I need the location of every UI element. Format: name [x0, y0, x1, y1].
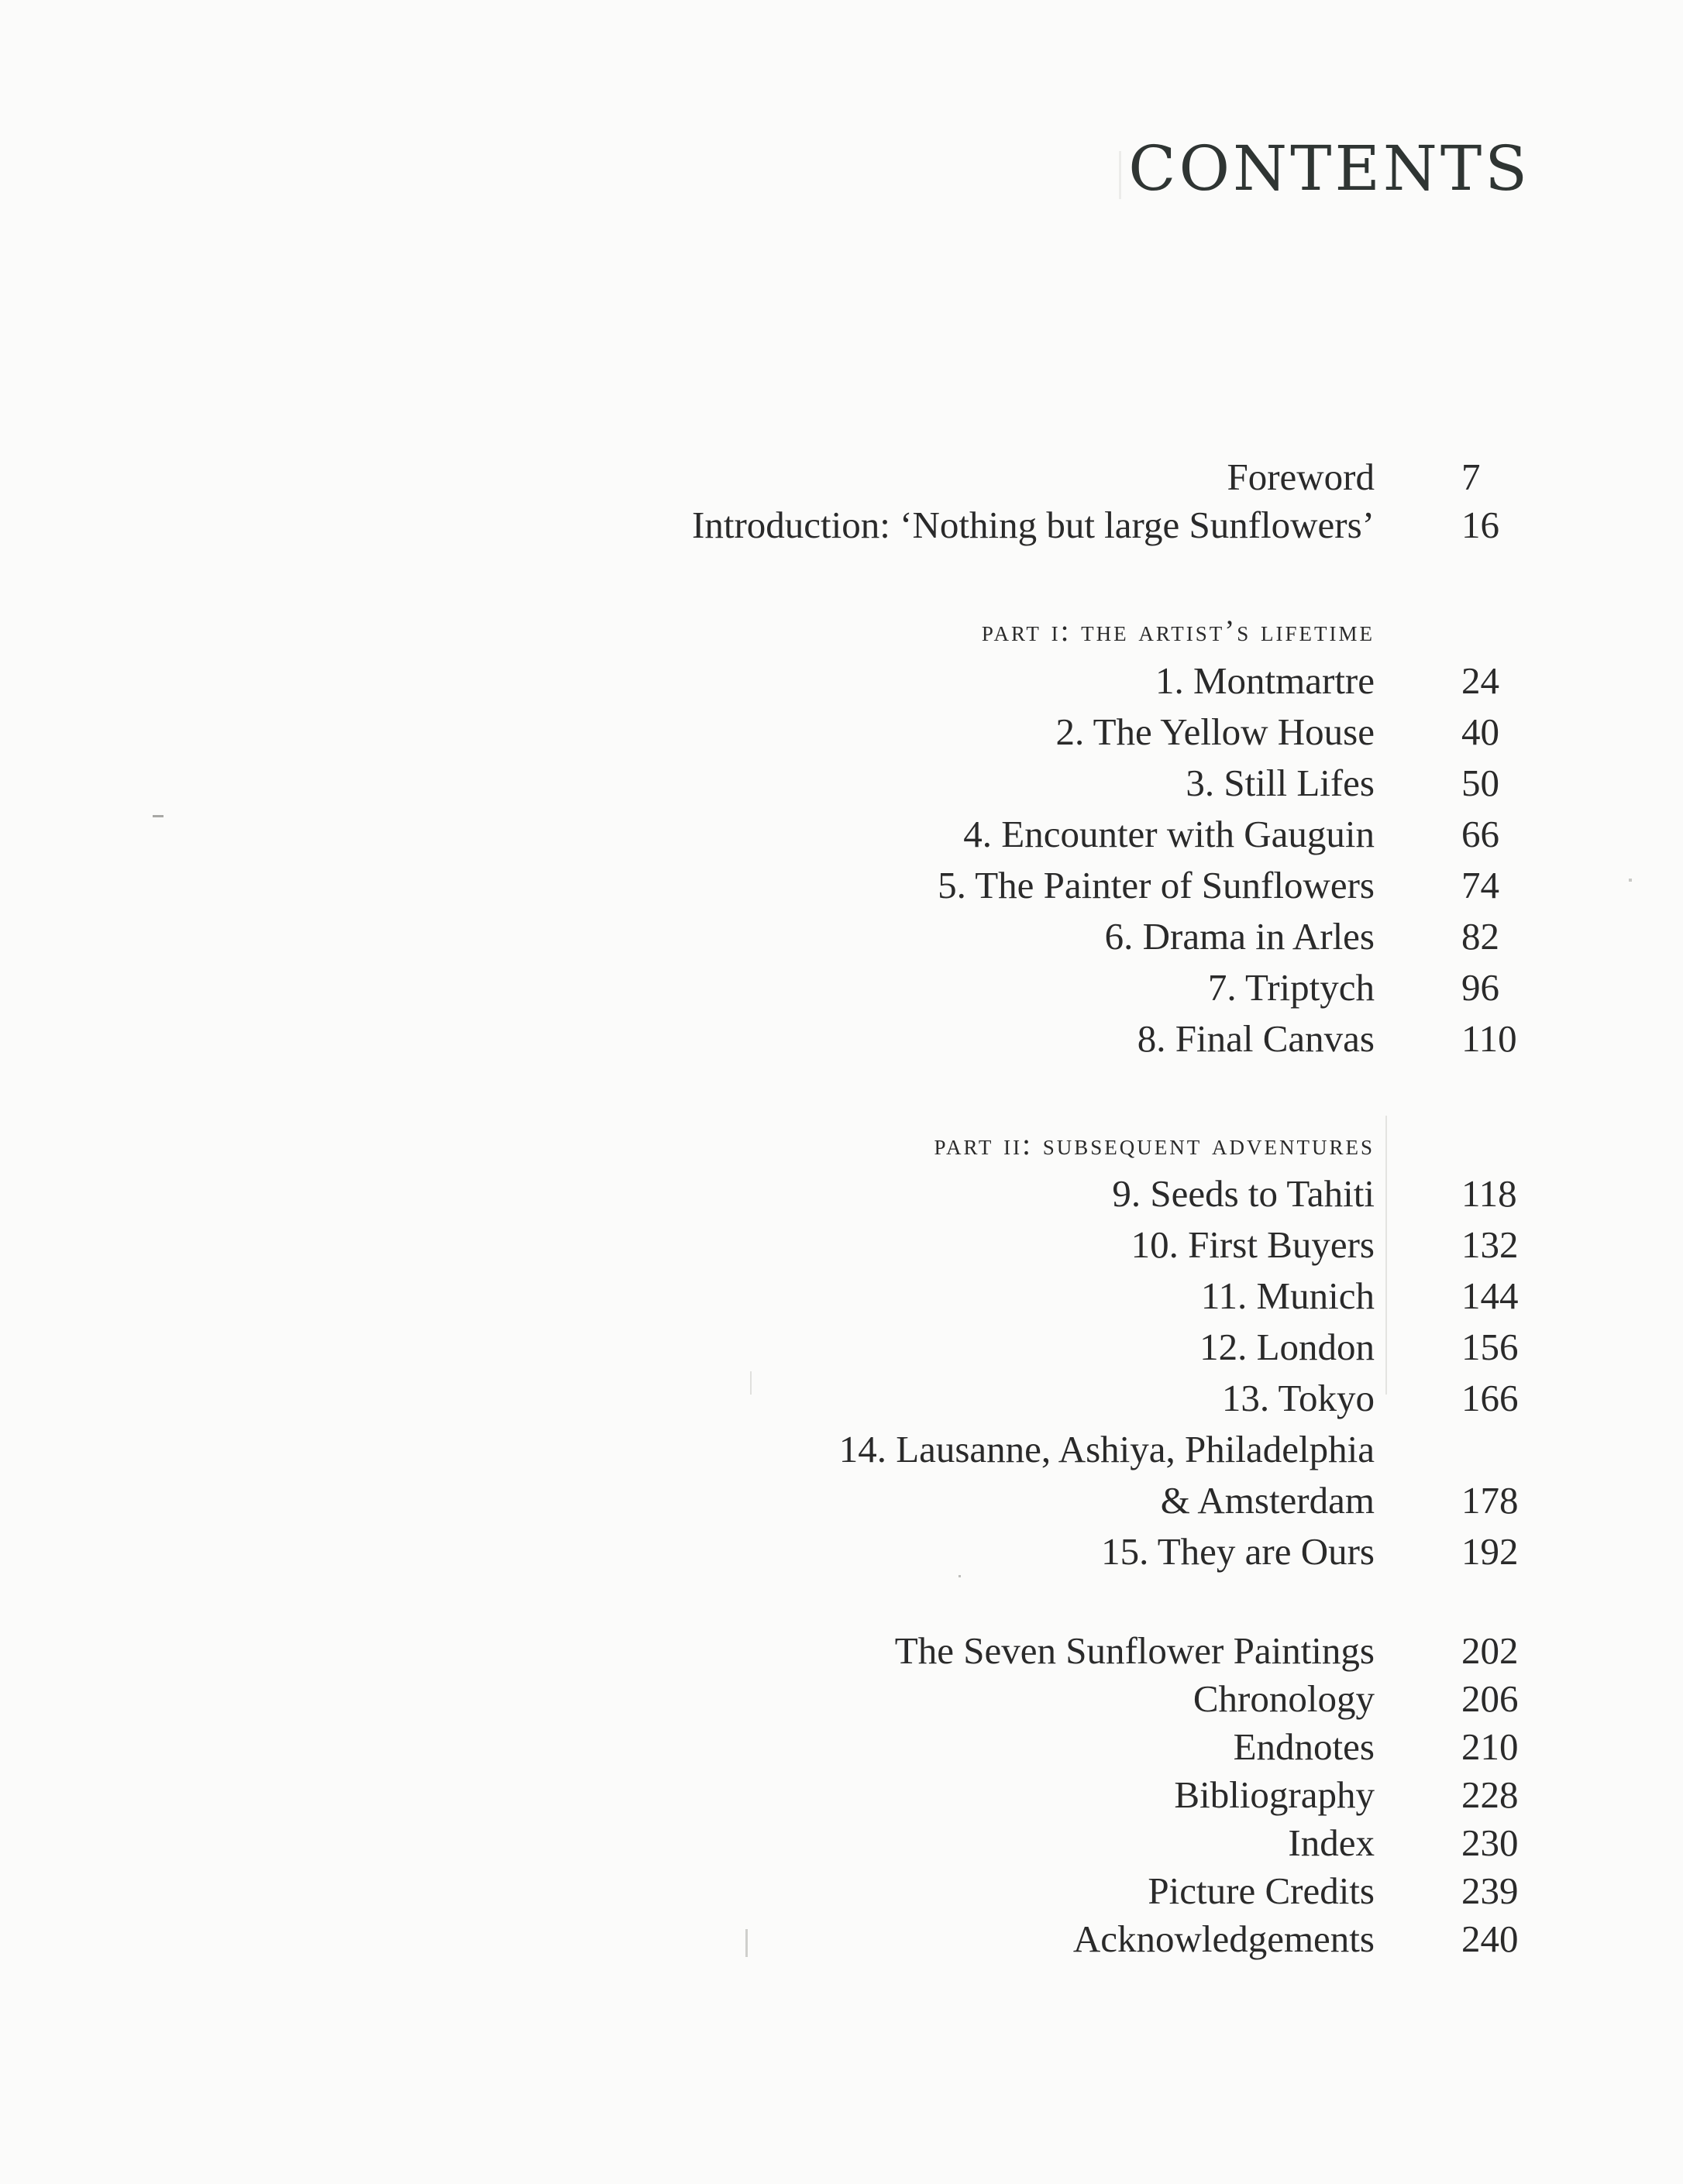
toc-entry: [0, 962, 1683, 1013]
toc-entry-page: 210: [1461, 1725, 1519, 1768]
toc-entry: [0, 860, 1683, 911]
toc-entry-introduction: [0, 500, 1683, 551]
toc-entry-label: 8. Final Canvas: [1137, 1017, 1375, 1060]
toc-entry-page: 82: [1461, 915, 1499, 958]
toc-entry: [0, 1866, 1683, 1917]
toc-entry-label: 9. Seeds to Tahiti: [1112, 1172, 1375, 1215]
toc-entry-label: 15. They are Ours: [1101, 1530, 1375, 1573]
toc-entry-page: 110: [1461, 1017, 1517, 1060]
toc-entry: [0, 809, 1683, 860]
toc-entry: [0, 1168, 1683, 1219]
toc-entry-page: 178: [1461, 1479, 1519, 1522]
toc-entry: [0, 1013, 1683, 1064]
toc-entry-page: 239: [1461, 1869, 1519, 1912]
toc-entry-page: 16: [1461, 504, 1499, 546]
toc-entry: [0, 758, 1683, 809]
toc-entry: [0, 1475, 1683, 1526]
toc-entry: [0, 1721, 1683, 1773]
scan-speck: [745, 1929, 748, 1957]
toc-entry-label: 4. Encounter with Gauguin: [963, 813, 1375, 855]
toc-entry: [0, 1373, 1683, 1424]
toc-entry: [0, 1322, 1683, 1373]
toc-entry: [0, 1271, 1683, 1322]
toc-entry: [0, 1770, 1683, 1821]
toc-entry-label: Foreword: [1227, 456, 1375, 498]
toc-entry-page: 202: [1461, 1629, 1519, 1672]
toc-entry: [0, 1424, 1683, 1475]
toc-entry-page: 206: [1461, 1677, 1519, 1720]
toc-entry-page: 7: [1461, 456, 1481, 498]
toc-entry-label: 7. Triptych: [1207, 966, 1375, 1009]
toc-entry-page: 118: [1461, 1172, 1517, 1215]
toc-entry: [0, 707, 1683, 758]
toc-entry-page: 156: [1461, 1326, 1519, 1368]
toc-entry-label: 14. Lausanne, Ashiya, Philadelphia: [838, 1428, 1375, 1470]
toc-entry-page: 144: [1461, 1274, 1519, 1317]
toc-entry-label: & Amsterdam: [1160, 1479, 1375, 1522]
scan-speck: [1629, 879, 1632, 882]
toc-entry: [0, 1526, 1683, 1577]
toc-entry: [0, 1219, 1683, 1271]
scan-speck: [153, 815, 163, 817]
toc-entry-page: 240: [1461, 1917, 1519, 1960]
toc-entry-label: The Seven Sunflower Paintings: [894, 1629, 1375, 1672]
toc-entry-page: 132: [1461, 1223, 1519, 1266]
toc-entry: [0, 1673, 1683, 1725]
scan-speck: [959, 1575, 961, 1577]
scan-speck: [1385, 1116, 1387, 1395]
toc-entry-label: 2. The Yellow House: [1055, 710, 1375, 753]
toc-entry-label: 5. The Painter of Sunflowers: [938, 864, 1375, 906]
toc-entry-page: 192: [1461, 1530, 1519, 1573]
toc-entry-label: 10. First Buyers: [1131, 1223, 1375, 1266]
toc-entry-page: 166: [1461, 1377, 1519, 1419]
toc-entry: [0, 911, 1683, 962]
toc-entry-page: 228: [1461, 1773, 1519, 1816]
page-title: CONTENTS: [1128, 132, 1530, 205]
toc-entry-label: Introduction: ‘Nothing but large Sunflowers’: [692, 504, 1375, 546]
toc-entry-foreword: [0, 452, 1683, 503]
toc-entry-page: 24: [1461, 659, 1499, 702]
toc-entry: [0, 1818, 1683, 1869]
toc-entry-page: 40: [1461, 710, 1499, 753]
toc-entry-label: 13. Tokyo: [1221, 1377, 1375, 1419]
toc-entry: [0, 1914, 1683, 1965]
toc-entry-label: 1. Montmartre: [1155, 659, 1375, 702]
part-1-heading: part i: the artist’s lifetime: [981, 614, 1375, 648]
toc-entry-label: 3. Still Lifes: [1186, 762, 1375, 804]
toc-entry-label: 11. Munich: [1200, 1274, 1375, 1317]
toc-entry-label: Picture Credits: [1148, 1869, 1375, 1912]
toc-entry: [0, 655, 1683, 707]
toc-entry-label: Bibliography: [1174, 1773, 1375, 1816]
toc-entry-label: 12. London: [1199, 1326, 1375, 1368]
toc-entry-label: Index: [1288, 1821, 1375, 1864]
toc-entry-label: Endnotes: [1233, 1725, 1375, 1768]
toc-entry-page: 230: [1461, 1821, 1519, 1864]
scan-speck: [750, 1371, 752, 1395]
toc-entry-page: 74: [1461, 864, 1499, 906]
toc-entry-label: Acknowledgements: [1072, 1917, 1375, 1960]
toc-entry-page: 96: [1461, 966, 1499, 1009]
part-2-heading: part ii: subsequent adventures: [934, 1128, 1375, 1161]
toc-entry-label: Chronology: [1193, 1677, 1375, 1720]
toc-entry: [0, 1625, 1683, 1677]
scan-speck: [1119, 151, 1121, 199]
toc-entry-page: 50: [1461, 762, 1499, 804]
toc-entry-page: 66: [1461, 813, 1499, 855]
toc-entry-label: 6. Drama in Arles: [1104, 915, 1375, 958]
